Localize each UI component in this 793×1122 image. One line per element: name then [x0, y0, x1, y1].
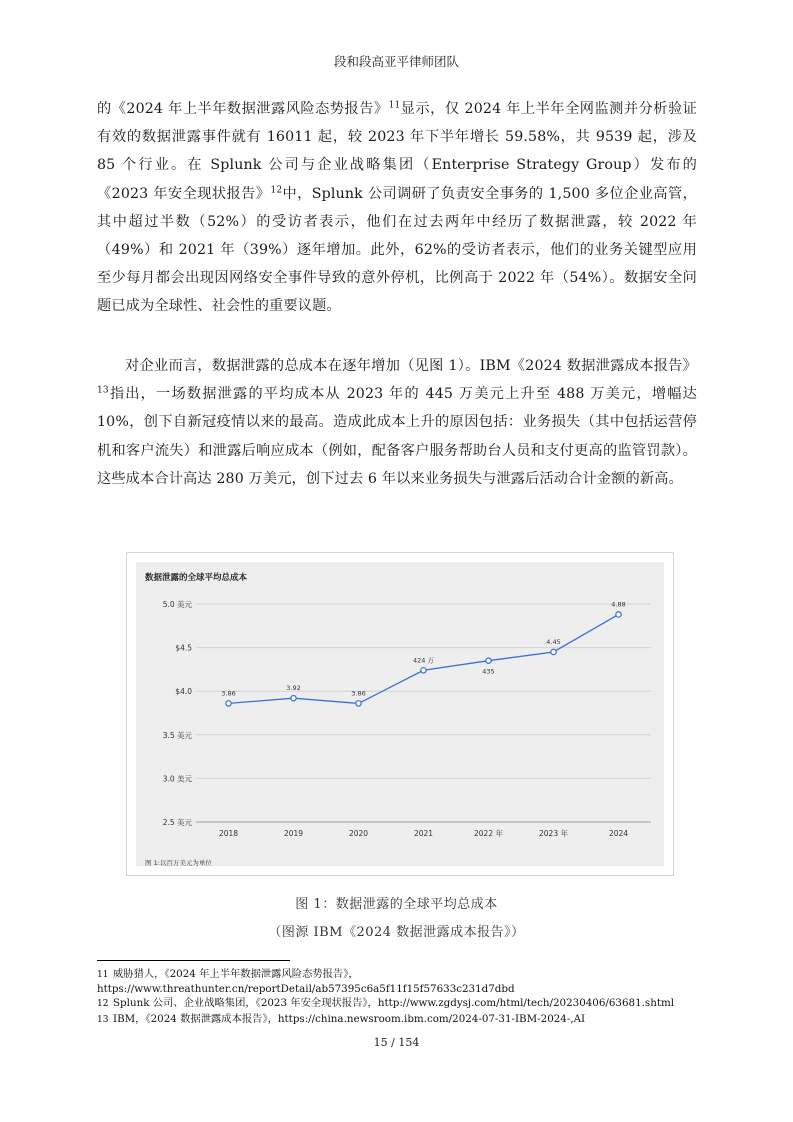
footnote-ref-12[interactable]: 12: [270, 184, 283, 195]
x-tick-label: 2021: [413, 829, 434, 838]
x-tick-label: 2023 年: [539, 829, 568, 838]
y-tick-label: 3.0 美元: [162, 774, 192, 784]
data-label: 4.45: [546, 637, 561, 646]
x-tick-label: 2022 年: [474, 829, 503, 838]
footnote-number: 13: [97, 1014, 109, 1025]
para1-text-a: 的《2024 年上半年数据泄露风险态势报告》: [97, 101, 389, 117]
footnote-line: [97, 1012, 717, 1027]
y-tick-label: $4.5: [175, 643, 192, 653]
data-label: 3.86: [221, 689, 236, 698]
footnote-line: [97, 967, 717, 982]
para1-text-c: 中，Splunk 公司调研了负责安全事务的 1,500 多位企业高管，其中超过半数（52%）的受访者表示，他们在过去两年中经历了数据泄露，较 2022 年（49%）和 2021 年（39%）逐年增加。此外，62%的受访者表示，他们的业务关键型应用至少每月都会出现因网络安全事件导致的意外停机，比例高于 2022 年（54%）。数据安全问题已成为全球性、社会性的重要议题。: [97, 185, 698, 315]
x-tick-label: 2020: [348, 829, 369, 838]
figure-source: （图源 IBM《2024 数据泄露成本报告》）: [268, 925, 525, 940]
body-paragraph-2: [97, 352, 697, 493]
footnote-text: IBM，《2024 数据泄露成本报告》，https://china.newsroom.ibm.com/2024-07-31-IBM-2024-,AI: [113, 1012, 586, 1025]
data-point: [551, 649, 556, 654]
data-point: [486, 658, 491, 663]
footnote-text: 威胁猎人，《2024 年上半年数据泄露风险态势报告》，: [113, 968, 359, 980]
chart-title: 数据泄露的全球平均总成本: [145, 573, 248, 583]
y-tick-label: 2.5 美元: [162, 818, 192, 827]
data-point: [226, 701, 231, 706]
para2-text-b: 指出，一场数据泄露的平均成本从 2023 年的 445 万美元上升至 488 万美元，增幅达 10%，创下自新冠疫情以来的最高。造成此成本上升的原因包括：业务损失（其中包括运营停机和客户流失）和泄露后响应成本（例如，配备客户服务帮助台人员和支付更高的监管罚款）。这些成本合计高达 280 万美元，创下过去 6 年以来业务损失与泄露后活动合计金额的新高。: [97, 386, 697, 487]
running-header: 段和段高亚平律师团队: [333, 54, 459, 69]
footnote-number: 11: [97, 970, 109, 980]
data-label: 424 万: [413, 656, 434, 665]
footnote-line: [97, 996, 717, 1011]
y-tick-label: 3.5 美元: [162, 730, 192, 740]
x-tick-label: 2019: [283, 829, 304, 838]
data-label: 3.92: [286, 684, 301, 693]
chart-unit-note: 图 1:以百万美元为单位: [145, 859, 212, 867]
data-point: [356, 701, 361, 706]
footnote-divider: [97, 960, 290, 961]
para2-text-a: 对企业而言，数据泄露的总成本在逐年增加（见图 1）。IBM《2024 数据泄露成本报告》: [125, 358, 697, 374]
para1-text-b: 显示，仅 2024 年上半年全网监测并分析验证有效的数据泄露事件就有 16011 起，较 2023 年下半年增长 59.58%，共 9539 起，涉及 85 个行业。在 Splunk 公司与企业战略集团（Enterprise Strategy Group）发布的《2023 年安全现状报告》: [97, 101, 697, 202]
footnote-text: Splunk 公司、企业战略集团，《2023 年安全现状报告》，http://www.zgdysj.com/html/tech/20230406/63681.shtml: [113, 997, 675, 1010]
data-label: 4.88: [611, 600, 626, 609]
x-tick-label: 2024: [608, 829, 629, 838]
data-point: [616, 612, 621, 617]
footnote-line: [97, 982, 717, 996]
body-paragraph-1: [97, 95, 697, 321]
data-label: 435: [482, 667, 495, 676]
figure-caption: 图 1：数据泄露的全球平均总成本: [295, 897, 498, 912]
page-number: 15 / 154: [373, 1036, 420, 1049]
data-point: [291, 695, 296, 700]
figure-1-frame: [126, 552, 674, 876]
footnote-ref-13[interactable]: 13: [97, 385, 109, 396]
x-tick-label: 2018: [218, 829, 239, 838]
chart-panel: [136, 562, 664, 866]
footnotes: [97, 967, 717, 1027]
footnote-ref-11[interactable]: 11: [388, 100, 401, 111]
y-tick-label: $4.0: [175, 687, 192, 697]
data-label: 3.86: [351, 689, 366, 698]
data-point: [421, 668, 426, 673]
y-tick-label: 5.0 美元: [162, 600, 192, 609]
footnote-text: https://www.threathunter.cn/reportDetail/ab57395c6a5f11f15f57633c231d7dbd: [97, 983, 515, 996]
footnote-number: 12: [97, 999, 109, 1010]
line-chart: [136, 562, 664, 866]
